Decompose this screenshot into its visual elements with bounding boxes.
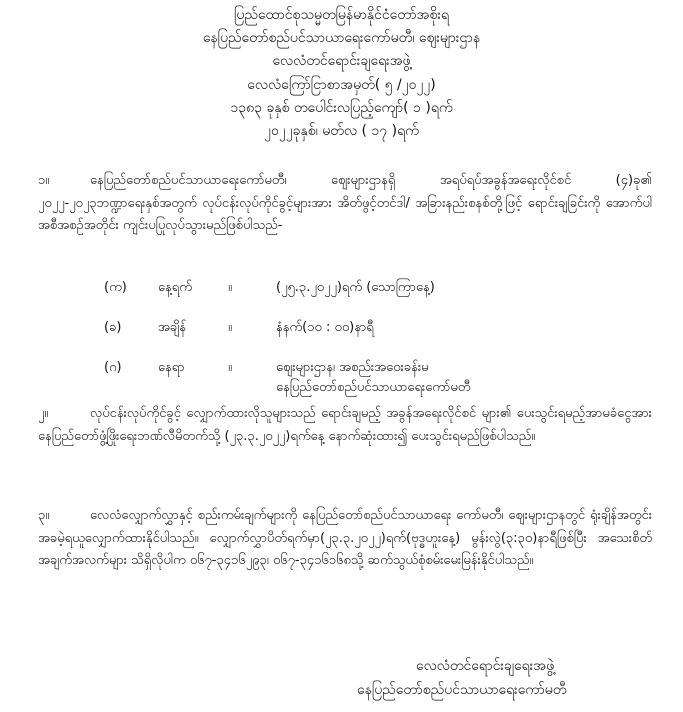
paragraph-number: ၁။ [38, 173, 50, 188]
header-department: နေပြည်တော်စည်ပင်သာယာရေးကော်မတီ၊ ဈေးများဌာန [202, 30, 481, 47]
schedule-label: နေရာ [158, 360, 185, 375]
document-header [0, 4, 683, 143]
schedule-letter: (ခ) [104, 320, 122, 335]
schedule-row-venue [0, 358, 683, 398]
paragraph-3 [38, 505, 652, 573]
schedule-separator: ။ [228, 280, 232, 295]
paragraph-text: လေလံလျှောက်လွှာနှင့် စည်းကမ်းချက်များကို နေပြည်တော်စည်ပင်သာယာရေး ကော်မတီ၊ ဈေးများဌာနတွင် ရုံးချိန်အတွင်း အခမဲ့ရယူလျှောက်ထားနိုင်ပါသည်။ လျှောက်လွှာပိတ်ရက်မှာ(၂၃.၃.၂၀၂၂)ရက်(ဗုဒ္ဓဟူးနေ့) မွန်းလွဲ(၃:၃၀)နာရီဖြစ်ပြီး အသေးစိတ်အချက်အလက်များ သိရှိလိုပါက ၀၆၇-၃၄၁၆၂၉၃၊ ၀၆၇-၃၄၁၆၁၆၈သို့ ဆက်သွယ်စုံစမ်းမေးမြန်းနိုင်ပါသည်။ [38, 508, 652, 568]
paragraph-2 [38, 403, 652, 448]
paragraph-text: လုပ်ငန်းလုပ်ကိုင်ခွင့် လျှောက်ထားလိုသူများသည် ရောင်းချမည့် အခွန်အရေးလိုင်စင် များ၏ ပေးသွင်းရမည့်အာမခံငွေအား နေပြည်တော်ဖွံ့ဖြိုးရေးဘဏ်လီမိတက်သို့ (၂၃.၃.၂၀၂၂)ရက်နေ့ နောက်ဆုံးထား၍ ပေးသွင်းရမည်ဖြစ်ပါသည်။ [38, 406, 652, 444]
schedule-value: (၂၅.၃.၂၀၂၂)ရက် (သောကြာနေ့) [276, 280, 435, 295]
paragraph-number: ၂။ [38, 406, 49, 421]
header-myanmar-date: ၁၃၈၃ ခုနှစ် တပေါင်းလပြည့်ကျော်( ၁ )ရက် [230, 99, 453, 116]
schedule-separator: ။ [228, 320, 232, 335]
paragraph-1 [38, 170, 652, 238]
header-committee: လေလံတင်ရောင်းချရေးအဖွဲ့ [272, 53, 411, 70]
schedule-letter: (ဂ) [104, 360, 122, 375]
schedule-label: အချိန် [158, 320, 187, 335]
header-date: ၂၀၂၂ခုနှစ်၊ မတ်လ ( ၁၇ )ရက် [264, 123, 419, 140]
schedule-separator: ။ [228, 360, 232, 375]
header-government: ပြည်ထောင်စုသမ္မတမြန်မာနိုင်ငံတော်အစိုးရ [234, 7, 449, 23]
schedule-value: နံနက်(၁၀ : ၀၀)နာရီ [276, 320, 374, 335]
schedule-letter: (က) [104, 280, 127, 295]
paragraph-text: နေပြည်တော်စည်ပင်သာယာရေးကော်မတီ၊ ဈေးများဌာနရှိ အရပ်ရပ်အခွန်အရေးလိုင်စင် (၄)ခု၏ ၂၀၂၂-၂၀၂၃ဘဏ္ဍာရေးနှစ်အတွက် လုပ်ငန်းလုပ်ကိုင်ခွင့်များအား အိတ်ဖွင့်တင်ဒါ/ အခြားနည်းစနစ်တို့ဖြင့် ရောင်းချခြင်းကို အောက်ပါအစီအစဉ်အတိုင်း ကျင်းပပြုလုပ်သွားမည်ဖြစ်ပါသည်- [38, 173, 652, 233]
schedule-value: ဈေးများဌာန၊ အစည်းအဝေးခန်းမ [276, 360, 429, 375]
signature-committee: လေလံတင်ရောင်းချရေးအဖွဲ့ [416, 658, 555, 674]
schedule-label: နေ့ရက် [158, 280, 192, 295]
header-notice-number: လေလံကြော်ငြာစာအမှတ်( ၅ /၂၀၂၂) [247, 76, 436, 93]
paragraph-number: ၃။ [38, 508, 50, 523]
signature-organization: နေပြည်တော်စည်ပင်သာယာရေးကော်မတီ [357, 682, 567, 698]
schedule-value-continued: နေပြည်တော်စည်ပင်သာယာရေးကော်မတီ [276, 380, 471, 395]
